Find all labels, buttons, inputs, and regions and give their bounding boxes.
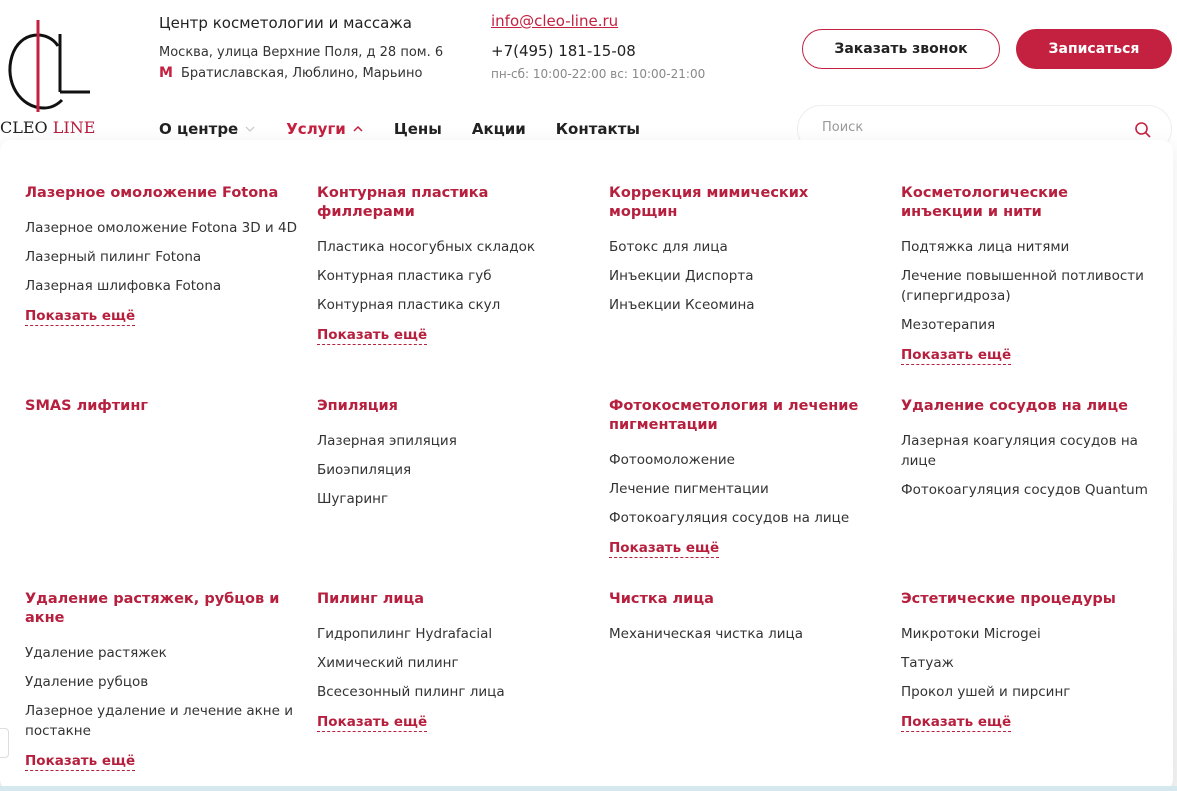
show-more-link[interactable]: Показать ещё <box>901 714 1012 730</box>
service-link[interactable]: Лазерное омоложение Fotona 3D и 4D <box>25 220 297 236</box>
service-category-title[interactable]: Эпиляция <box>317 398 398 414</box>
service-category <box>901 184 1171 397</box>
service-category-title[interactable]: Лазерное омоложение Fotona <box>25 185 279 201</box>
nav-item-promotions[interactable]: Акции <box>471 120 526 138</box>
service-link[interactable]: Лечение повышенной потливости (гипергидроза) <box>901 268 1144 304</box>
service-link[interactable]: Фотокоагуляция сосудов на лице <box>609 510 850 526</box>
service-link[interactable]: Лазерный пилинг Fotona <box>25 249 202 265</box>
service-category <box>317 397 609 590</box>
company-name: Центр косметологии и массажа <box>159 14 412 32</box>
service-link[interactable]: Контурная пластика скул <box>317 297 501 313</box>
service-link[interactable]: Всесезонный пилинг лица <box>317 684 505 700</box>
service-link[interactable]: Шугаринг <box>317 491 389 507</box>
service-category <box>25 590 317 790</box>
nav-item-contacts[interactable]: Контакты <box>555 120 640 138</box>
show-more-link[interactable]: Показать ещё <box>317 714 428 730</box>
service-link[interactable]: Химический пилинг <box>317 655 459 671</box>
service-category-title[interactable]: Эстетические процедуры <box>901 591 1116 607</box>
bottom-strip <box>0 786 1177 791</box>
metro-icon: М <box>159 65 173 81</box>
service-link[interactable]: Механическая чистка лица <box>609 626 803 642</box>
service-category <box>609 184 901 397</box>
service-category <box>317 184 609 397</box>
service-category-title[interactable]: Удаление растяжек, рубцов и акне <box>25 591 280 626</box>
service-link[interactable]: Удаление растяжек <box>25 645 167 661</box>
chevron-down-icon <box>244 123 256 135</box>
service-category <box>609 397 901 590</box>
show-more-link[interactable]: Показать ещё <box>609 540 720 556</box>
service-link[interactable]: Лазерное удаление и лечение акне и постакне <box>25 703 293 739</box>
service-category-title[interactable]: Пилинг лица <box>317 591 425 607</box>
service-link[interactable]: Татуаж <box>901 655 954 671</box>
service-category <box>901 590 1171 790</box>
chevron-up-icon <box>352 123 364 135</box>
service-category <box>609 590 901 790</box>
show-more-link[interactable]: Показать ещё <box>25 308 136 324</box>
metro-stations: Братиславская, Люблино, Марьино <box>180 65 423 81</box>
metro-info <box>159 65 422 81</box>
service-link[interactable]: Подтяжка лица нитями <box>901 239 1070 255</box>
book-button[interactable]: Записаться <box>1016 29 1172 69</box>
service-link[interactable]: Биоэпиляция <box>317 462 412 478</box>
services-dropdown <box>0 140 1173 791</box>
service-category-title[interactable]: Коррекция мимических морщин <box>609 185 809 220</box>
main-nav <box>159 120 670 138</box>
service-category <box>901 397 1171 590</box>
show-more-link[interactable]: Показать ещё <box>25 753 136 769</box>
service-category-title[interactable]: Удаление сосудов на лице <box>901 398 1128 414</box>
services-grid <box>25 184 1171 790</box>
call-back-button[interactable]: Заказать звонок <box>802 29 1000 69</box>
service-link[interactable]: Лазерная шлифовка Fotona <box>25 278 222 294</box>
side-tab[interactable] <box>0 728 9 758</box>
nav-item-prices[interactable]: Цены <box>393 120 442 138</box>
show-more-link[interactable]: Показать ещё <box>901 347 1012 363</box>
service-link[interactable]: Лазерная коагуляция сосудов на лице <box>901 433 1138 469</box>
nav-item-services[interactable]: Услуги <box>286 120 364 138</box>
show-more-link[interactable]: Показать ещё <box>317 327 428 343</box>
working-hours: пн-сб: 10:00-22:00 вс: 10:00-21:00 <box>491 67 706 81</box>
service-link[interactable]: Пластика носогубных складок <box>317 239 535 255</box>
service-category-title[interactable]: Косметологические инъекции и нити <box>901 185 1068 220</box>
service-link[interactable]: Прокол ушей и пирсинг <box>901 684 1071 700</box>
search-icon[interactable] <box>1134 121 1152 139</box>
service-link[interactable]: Мезотерапия <box>901 317 996 333</box>
service-link[interactable]: Ботокс для лица <box>609 239 728 255</box>
service-category <box>25 397 317 590</box>
nav-item-about[interactable]: О центре <box>159 120 256 138</box>
service-link[interactable]: Удаление рубцов <box>25 674 149 690</box>
service-category-title[interactable]: Фотокосметология и лечение пигментации <box>609 398 859 433</box>
address: Москва, улица Верхние Поля, д 28 пом. 6 <box>159 45 444 60</box>
service-link[interactable]: Инъекции Ксеомина <box>609 297 755 313</box>
service-link[interactable]: Контурная пластика губ <box>317 268 492 284</box>
service-category <box>25 184 317 397</box>
service-category-title[interactable]: SMAS лифтинг <box>25 398 148 414</box>
logo-text[interactable]: CLEO LINE <box>0 118 96 137</box>
service-link[interactable]: Фотоомоложение <box>609 452 735 468</box>
service-category-title[interactable]: Контурная пластика филлерами <box>317 185 489 220</box>
service-category <box>317 590 609 790</box>
service-link[interactable]: Лазерная эпиляция <box>317 433 457 449</box>
search-input[interactable] <box>822 120 1122 135</box>
email-link[interactable]: info@cleo-line.ru <box>491 12 619 30</box>
service-category-title[interactable]: Чистка лица <box>609 591 714 607</box>
phone-number[interactable]: +7(495) 181-15-08 <box>491 42 636 60</box>
service-link[interactable]: Инъекции Диспорта <box>609 268 754 284</box>
service-link[interactable]: Лечение пигментации <box>609 481 769 497</box>
service-link[interactable]: Гидропилинг Hydrafacial <box>317 626 493 642</box>
service-link[interactable]: Микротоки Microgei <box>901 626 1041 642</box>
service-link[interactable]: Фотокоагуляция сосудов Quantum <box>901 482 1148 498</box>
